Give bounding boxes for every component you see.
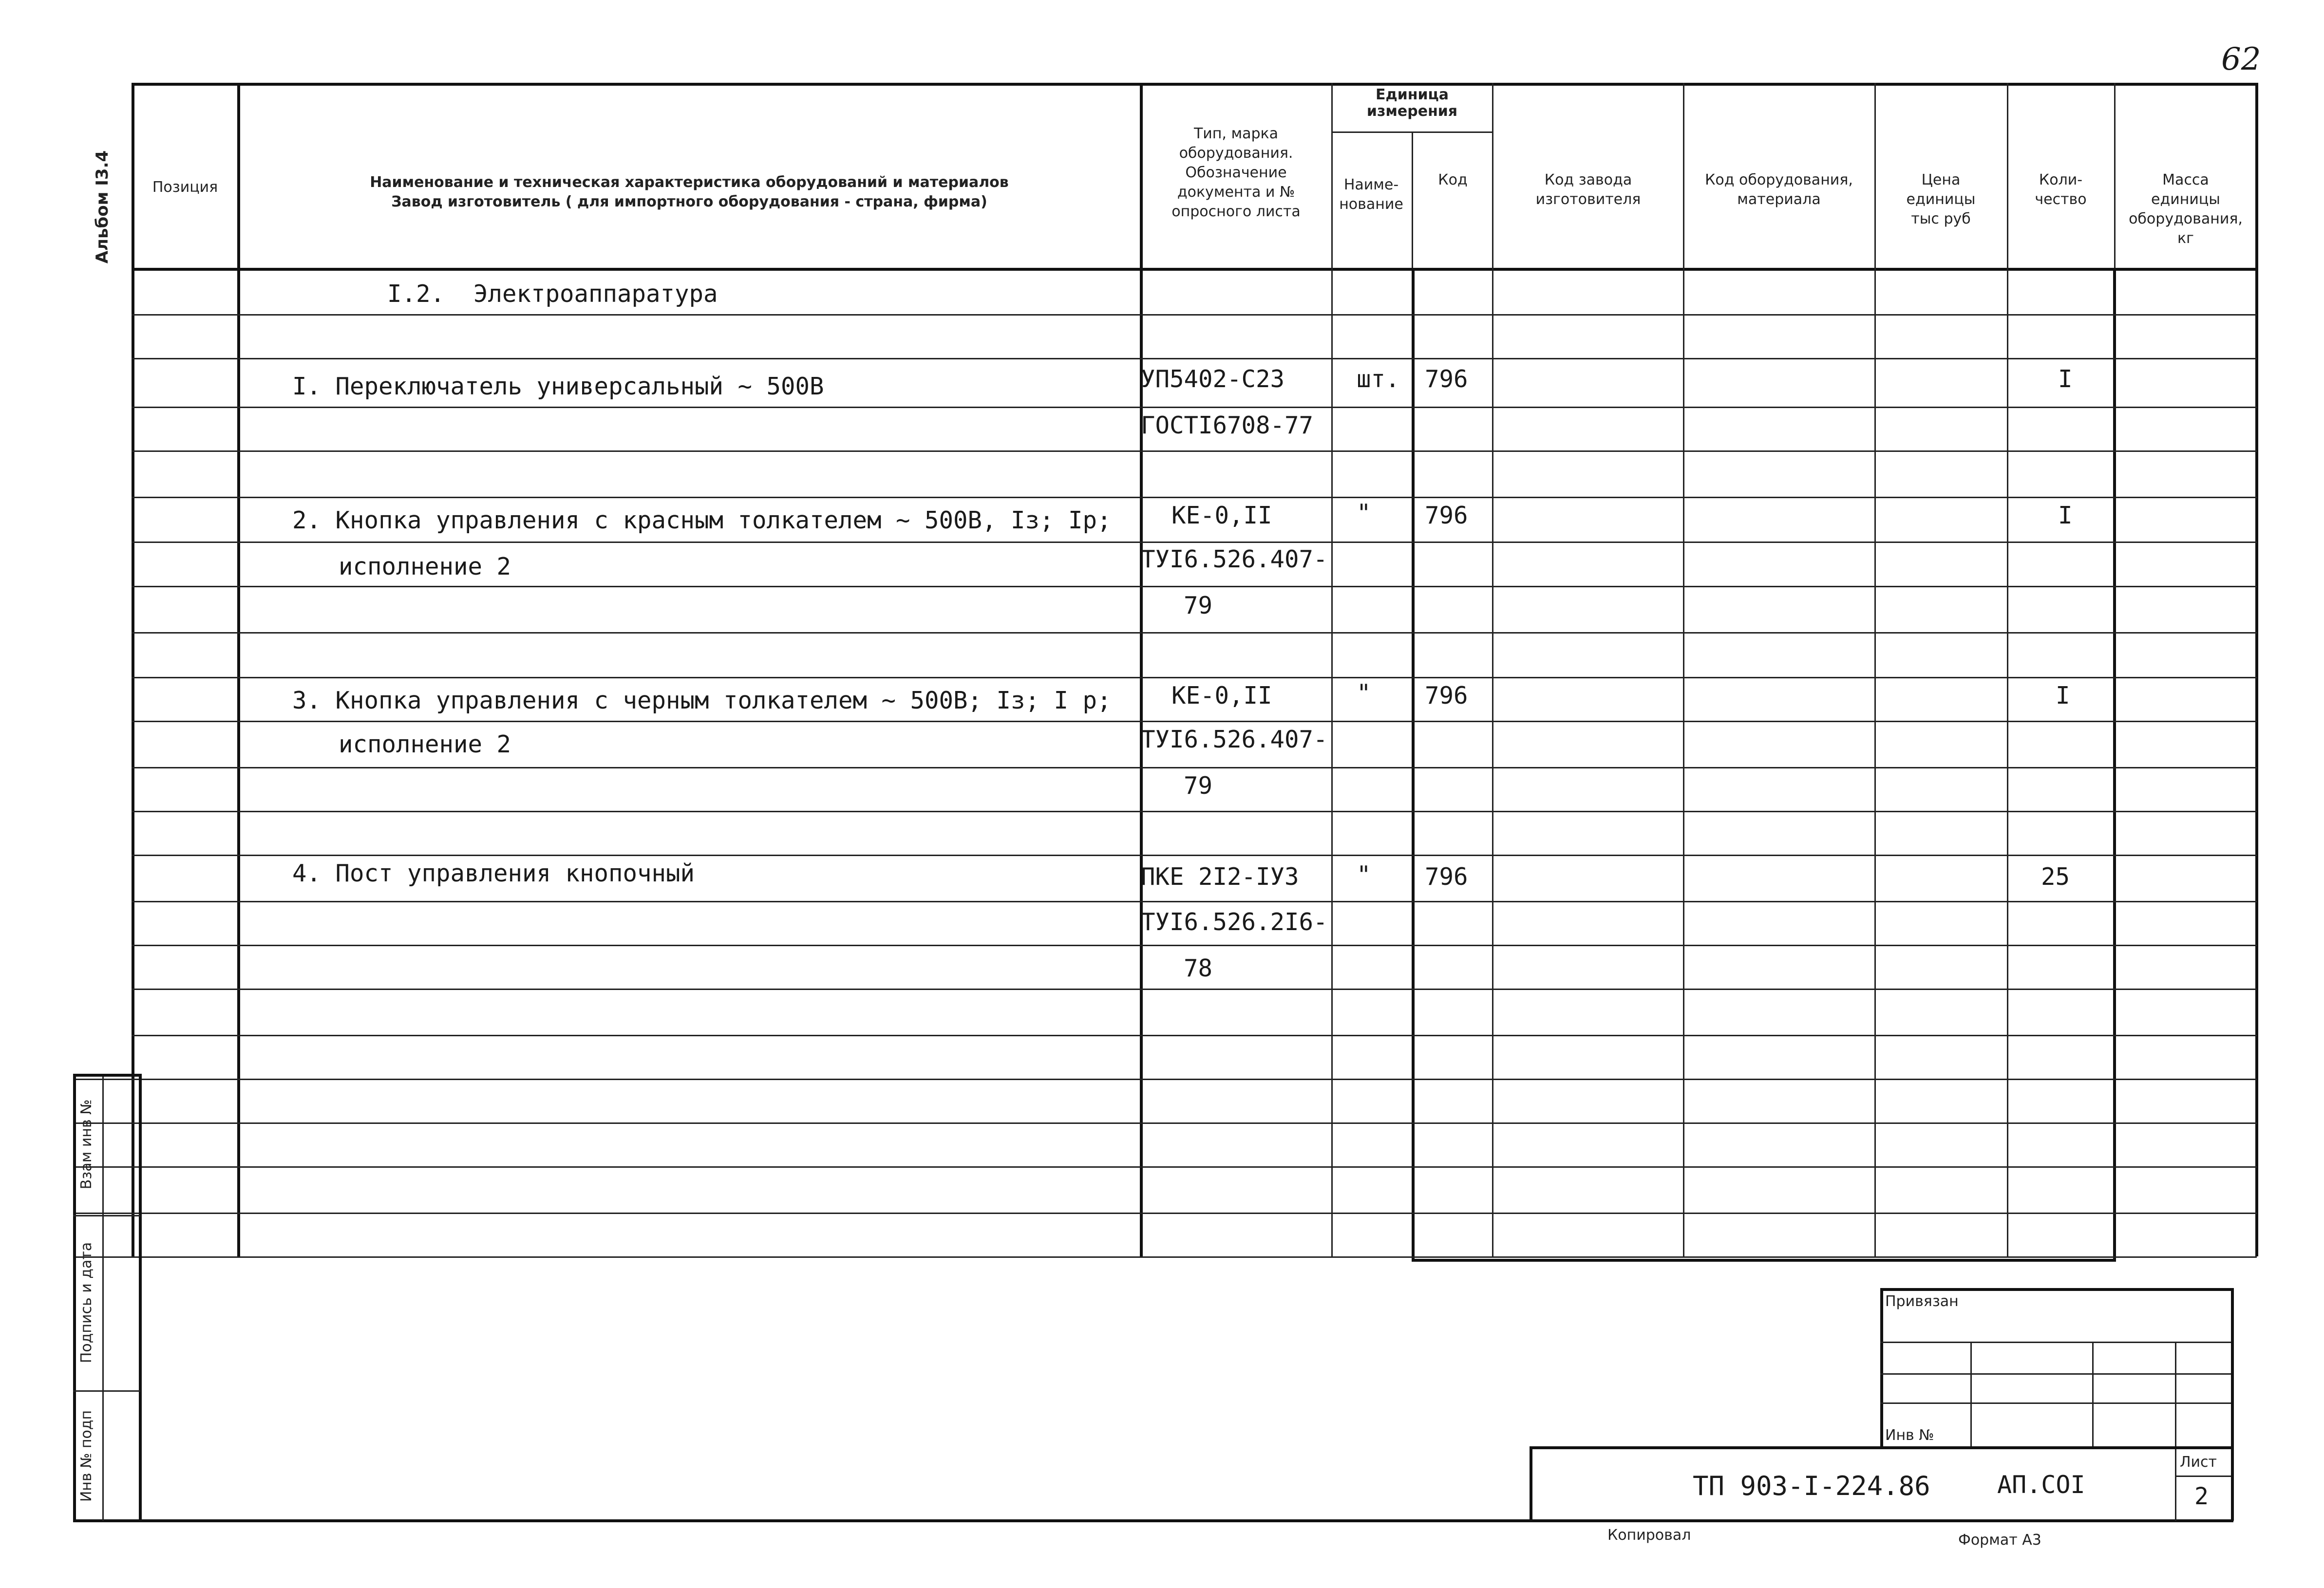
row-line-19 [73,1122,2257,1124]
row-code: 796 [1425,682,1468,710]
row-line-5 [132,497,2257,498]
header-name-line1: Наименование и техническая характеристика оборудований и материалов [370,174,1009,191]
row-line-21 [73,1213,2257,1214]
unit-subheader-line [1331,131,1492,133]
stamp-outer-left [73,1074,76,1521]
section-title: I.2. Электроаппаратура [387,280,718,308]
tb-sheet-code: АП.СОI [1997,1471,2085,1499]
tb-left [1880,1288,1883,1449]
row-qty: I [2058,502,2073,529]
tb-sheet-label: Лист [2180,1454,2217,1471]
tb-col-1 [1970,1342,1972,1449]
header-factory-code-line: Код завода [1544,171,1632,188]
row-line-7 [132,586,2257,587]
tb-right [2231,1288,2234,1521]
row-line-1 [132,314,2257,316]
row-code: 796 [1425,365,1468,393]
row-qty: 25 [2041,863,2070,891]
tb-linked: Привязан [1885,1293,1959,1310]
header-unit-code: Код [1438,171,1468,188]
header-unit-line: Единица [1376,86,1449,103]
table-top-border [132,83,2257,86]
tb-doc-code: ТП 903-I-224.86 [1693,1471,1930,1501]
col-sep-factory [1683,83,1684,1256]
row-name: I. Переключатель универсальный ~ 500В [292,373,824,400]
header-position: Позиция [152,179,218,196]
row-code: 796 [1425,863,1468,891]
header-mass-line: Масса [2162,171,2209,188]
box-left [1412,268,1415,1261]
row-line-22 [73,1256,2257,1258]
header-price-line: единицы [1906,191,1976,208]
col-sep-name [1140,83,1143,1256]
tb-copied: Копировал [1607,1527,1691,1544]
header-equipment-code-line: материала [1737,191,1821,208]
row-line-3 [132,407,2257,408]
header-type-mark-line: оборудования. [1179,145,1293,162]
header-type-mark-line: Обозначение [1185,164,1287,181]
header-unit [1332,87,1492,120]
header-unit-name-line: нование [1339,196,1403,213]
tb-line-3 [1880,1402,2231,1404]
row-name: 4. Пост управления кнопочный [292,859,695,887]
album-label: Альбом I3.4 [93,150,112,264]
header-equipment-code-line: Код оборудования, [1705,171,1853,188]
row-mark: 78 [1184,954,1213,982]
row-line-14 [132,901,2257,902]
header-quantity [2008,170,2113,209]
header-price-line: тыс руб [1911,210,1971,227]
tb-col-3 [2175,1342,2176,1521]
header-quantity-line: Коли- [2039,171,2083,188]
stamp-div-1 [73,1215,140,1216]
tb-line-1 [1880,1342,2231,1343]
header-factory-code-line: изготовителя [1535,191,1641,208]
stamp-right-line [139,1074,142,1521]
row-line-11 [132,767,2257,768]
row-mark: ТУI6.526.407- [1141,545,1328,573]
sheet-bottom-border [73,1519,2233,1522]
row-line-20 [73,1166,2257,1168]
row-name: исполнение 2 [339,553,511,580]
row-qty: I [2058,365,2073,393]
row-line-16 [132,989,2257,990]
row-line-6 [132,542,2257,543]
row-unit: " [1357,861,1371,889]
header-type-mark-line: Тип, марка [1193,125,1279,142]
row-unit: " [1357,499,1371,527]
row-name: 3. Кнопка управления с черным толкателем ~ 500В; Iз; I р; [292,687,1112,714]
stamp-replace-inv: Взам инв № [78,1099,95,1190]
stamp-top [73,1074,140,1077]
row-mark: КЕ-0,II [1171,682,1272,710]
header-unit-name [1332,175,1410,214]
box-bottom [1412,1259,2116,1262]
tb-sheet-line [2175,1476,2231,1477]
row-mark: 79 [1184,592,1213,619]
row-mark: ТУI6.526.2I6- [1141,908,1328,936]
header-mass-line: единицы [2151,191,2220,208]
col-sep-position [237,83,240,1256]
row-line-17 [132,1035,2257,1036]
col-sep-equip [1874,83,1876,1256]
tb-format: Формат А3 [1958,1532,2041,1549]
row-mark: ГОСТI6708-77 [1141,411,1314,439]
table-right-border [2255,83,2258,1256]
row-mark: ТУI6.526.407- [1141,726,1328,753]
box-right [2113,268,2116,1261]
row-mark: КЕ-0,II [1171,502,1272,529]
header-mass [2116,170,2255,248]
row-line-4 [132,450,2257,452]
header-type-mark [1142,124,1330,222]
row-mark: ПКЕ 2I2-IУ3 [1141,863,1299,891]
row-name: исполнение 2 [339,730,511,758]
header-type-mark-line: документа и № [1177,184,1295,201]
stamp-inv-original: Инв № подп [78,1410,95,1502]
tb-main-left [1530,1446,1532,1521]
header-price-line: Цена [1921,171,1961,188]
row-name: 2. Кнопка управления с красным толкателем ~ 500В, Iз; Iр; [292,506,1112,534]
header-factory-code [1494,170,1682,209]
stamp-signature-date: Подпись и дата [78,1242,95,1364]
row-line-13 [132,855,2257,856]
header-quantity-line: чество [2035,191,2087,208]
row-mark: УП5402-С23 [1141,365,1285,393]
tb-inv-no: Инв № [1885,1427,1934,1444]
row-line-10 [132,721,2257,722]
col-sep-price [2007,83,2008,1256]
row-mark: 79 [1184,772,1213,800]
header-bottom-border [132,268,2257,271]
header-unit-line: измерения [1366,103,1458,120]
header-mass-line: оборудования, [2129,210,2243,227]
row-line-2 [132,358,2257,359]
tb-main-top [1530,1446,2233,1449]
header-mass-line: кг [2177,230,2194,247]
tb-sheet-no: 2 [2194,1483,2209,1510]
row-line-15 [132,945,2257,946]
header-type-mark-line: опросного листа [1171,203,1301,220]
row-line-18 [73,1079,2257,1080]
header-price [1876,170,2005,229]
col-sep-type [1331,83,1333,1256]
header-unit-name-line: Наиме- [1343,176,1399,193]
tb-line-2 [1880,1373,2231,1375]
row-line-12 [132,811,2257,812]
table-left-border [132,83,134,1256]
row-qty: I [2056,682,2070,710]
header-name-line2: Завод изготовитель ( для импортного оборудования - страна, фирма) [391,193,987,210]
tb-top [1880,1288,2233,1291]
row-code: 796 [1425,502,1468,529]
row-line-9 [132,677,2257,678]
page-number: 62 [2221,41,2261,77]
col-sep-unitcode [1492,83,1493,1256]
row-unit: " [1357,679,1371,707]
stamp-inner-line [102,1074,104,1521]
tb-col-2 [2092,1342,2094,1449]
row-line-8 [132,632,2257,634]
header-equipment-code [1684,170,1873,209]
row-unit: шт. [1357,365,1400,393]
